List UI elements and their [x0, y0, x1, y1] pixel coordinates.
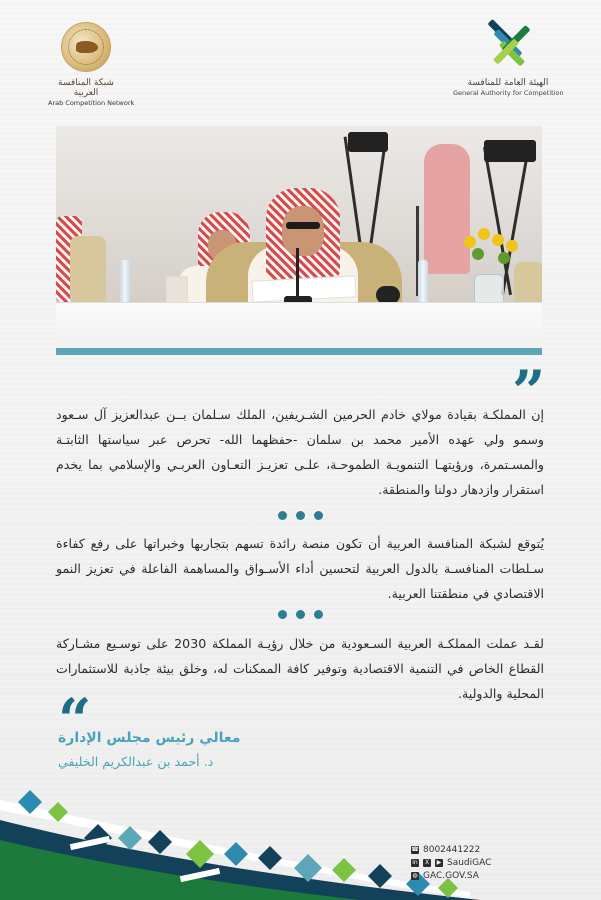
contact-info — [411, 843, 531, 882]
attendee-left-bisht — [70, 236, 106, 306]
globe-icon: ◍ — [412, 871, 418, 879]
acn-name-en: Arab Competition Network — [48, 99, 135, 107]
water-bottle — [418, 260, 428, 302]
gac-logo — [453, 22, 563, 97]
footer-ornament — [0, 780, 601, 900]
signature-name: د. أحمد بن عبدالكريم الخليفي — [58, 754, 214, 769]
arab-competition-network-logo — [48, 22, 135, 107]
video-camera — [348, 132, 388, 152]
separator-dots — [278, 511, 324, 521]
x-icon: X — [424, 858, 430, 866]
signature-title: معالي رئيس مجلس الإدارة — [58, 730, 241, 746]
contact-phone-row — [411, 843, 531, 856]
contact-social-row — [411, 856, 531, 869]
globe-map-icon — [61, 22, 111, 72]
quote-open-icon: ” — [512, 358, 546, 426]
paragraph-2: يُتوقع لشبكة المنافسة العربية أن تكون منصة رائدة تسهم بتجاربها وخبراتها على رفع كفاءة سـلطات المنافسـة بالدول العربية لتحسين أداء الأسـواق والمساهمة الفاعلة في تعزيز النمو الاقتصادي في منطقتنا العربية. — [56, 536, 544, 601]
contact-website[interactable]: GAC.GOV.SA — [423, 870, 479, 881]
gac-name-en: General Authority for Competition — [453, 89, 564, 97]
water-bottle — [120, 260, 130, 302]
contact-handle[interactable]: SaudiGAC — [447, 857, 492, 868]
signature-block — [58, 730, 258, 769]
photo-accent-bar — [56, 348, 542, 355]
conference-photo — [56, 126, 542, 348]
contact-website-row — [411, 869, 531, 882]
speaker-face — [282, 206, 324, 256]
separator-dots — [278, 610, 324, 620]
contact-phone[interactable]: 8002441222 — [423, 844, 481, 855]
video-camera — [484, 140, 536, 162]
quote-close-icon: “ — [58, 686, 92, 754]
conference-table — [56, 302, 542, 348]
phone-icon: ☎ — [411, 845, 419, 853]
youtube-icon: ▶ — [436, 858, 442, 866]
gac-name-ar: الهيئة العامة للمنافسة — [467, 78, 549, 88]
paragraph-1: إن المملكـة بقيادة مولاي خادم الحرمين الشـريفين، الملك سـلمان بــن عبدالعزيز آل سـعود وسمو ولي عهده الأمير محمد بن سلمان -حفظهما الله- تحرص عبر سياستها الثابتـة والمسـتمرة، ورؤيتهـا التنمويـة الطموحـة، علـى تعزيـز التعـاون العربـي والإسلامي بما يخدم استقرار وازدهار دولنا والمنطقة. — [56, 407, 544, 497]
gac-mark-icon — [481, 22, 535, 72]
acn-name-ar: شبكة المنافسة العربية — [58, 78, 114, 98]
paragraph-3: لقـد عملت المملكـة العربية السـعودية من خلال رؤيـة المملكة 2030 على توسـيع مشـاركة القطاع الخاص في التنمية الاقتصادية وتوفير كافة الممكنات له، وخلق بيئة جاذبة للاستثمارات المحلية والدولية. — [56, 636, 544, 701]
speaker-glasses — [286, 222, 320, 229]
linkedin-icon: in — [412, 858, 418, 866]
